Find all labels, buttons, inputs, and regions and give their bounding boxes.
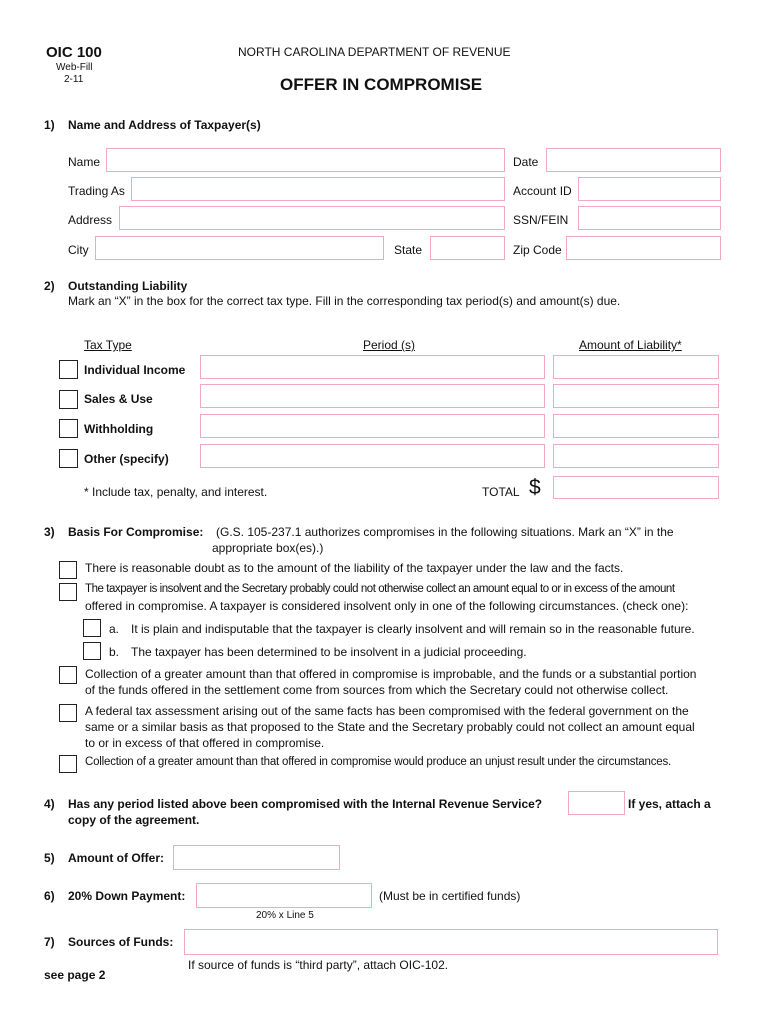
section-6-number: 6): [44, 889, 55, 903]
form-id: OIC 100: [46, 44, 102, 61]
federal-assessment-line-3: to or in excess of that offered in compromise.: [85, 736, 325, 750]
date-field[interactable]: [546, 148, 721, 172]
account-id-label: Account ID: [513, 184, 572, 198]
section-2-instruction: Mark an “X” in the box for the correct tax type. Fill in the corresponding tax period(s) and amount(s) due.: [68, 294, 621, 308]
city-field[interactable]: [95, 236, 384, 260]
section-3-number: 3): [44, 525, 55, 539]
collection-improbable-line-2: of the funds offered in the settlement come from sources from which the Secretary could not otherwise collect.: [85, 683, 669, 697]
sources-of-funds-field[interactable]: [184, 929, 718, 955]
other-amount-field[interactable]: [553, 444, 719, 468]
dollar-sign: $: [529, 476, 541, 499]
section-1-number: 1): [44, 118, 55, 132]
name-field[interactable]: [106, 148, 505, 172]
sales-use-period-field[interactable]: [200, 384, 545, 408]
amount-of-offer-label: Amount of Offer:: [68, 851, 164, 865]
sources-of-funds-label: Sources of Funds:: [68, 935, 174, 949]
section-3-intro-line-1: (G.S. 105-237.1 authorizes compromises in the following situations. Mark an “X” in the: [216, 525, 674, 539]
insolvent-text-line-1: The taxpayer is insolvent and the Secretary probably could not otherwise collect an amount equal to or in excess of the amount: [85, 583, 675, 595]
insolvent-a-letter: a.: [109, 622, 120, 636]
individual-income-checkbox[interactable]: [59, 360, 78, 379]
ssn-fein-label: SSN/FEIN: [513, 213, 569, 227]
down-payment-note: (Must be in certified funds): [379, 889, 521, 903]
section-1-heading: Name and Address of Taxpayer(s): [68, 118, 261, 132]
sales-use-label: Sales & Use: [84, 392, 153, 406]
section-3-intro-line-2: appropriate box(es).): [212, 541, 324, 555]
name-label: Name: [68, 155, 101, 169]
federal-assessment-line-2: same or a similar basis as that proposed to the State and the Secretary probably could not collect an amount equal: [85, 720, 695, 734]
insolvent-b-letter: b.: [109, 645, 120, 659]
down-payment-field[interactable]: [196, 883, 372, 908]
page-title: OFFER IN COMPROMISE: [280, 75, 483, 94]
state-field[interactable]: [430, 236, 505, 260]
trading-as-label: Trading As: [68, 184, 125, 198]
col-tax-type: Tax Type: [84, 338, 132, 352]
address-field[interactable]: [119, 206, 505, 230]
amount-of-offer-field[interactable]: [173, 845, 340, 870]
irs-compromise-after: If yes, attach a: [628, 797, 711, 811]
withholding-period-field[interactable]: [200, 414, 545, 438]
web-fill-label: Web-Fill: [56, 62, 93, 73]
individual-income-label: Individual Income: [84, 363, 186, 377]
insolvent-checkbox[interactable]: [59, 583, 77, 601]
col-amount: Amount of Liability*: [579, 338, 682, 352]
down-payment-label: 20% Down Payment:: [68, 889, 186, 903]
insolvent-a-text: It is plain and indisputable that the taxpayer is clearly insolvent and will remain so in the reasonable future.: [131, 622, 695, 636]
insolvent-a-checkbox[interactable]: [83, 619, 101, 637]
date-label: Date: [513, 155, 539, 169]
col-period: Period (s): [363, 338, 416, 352]
trading-as-field[interactable]: [131, 177, 505, 201]
irs-compromise-question: Has any period listed above been compromised with the Internal Revenue Service?: [68, 797, 543, 811]
withholding-checkbox[interactable]: [59, 419, 78, 438]
sales-use-amount-field[interactable]: [553, 384, 719, 408]
irs-compromise-line-2: copy of the agreement.: [68, 813, 200, 827]
section-2-heading: Outstanding Liability: [68, 279, 188, 293]
other-label: Other (specify): [84, 452, 169, 466]
down-payment-calc: 20% x Line 5: [256, 910, 314, 921]
irs-compromise-field[interactable]: [568, 791, 625, 815]
collection-improbable-line-1: Collection of a greater amount than that offered in compromise is improbable, and the funds or a substantial portion: [85, 667, 697, 681]
zip-code-label: Zip Code: [513, 243, 562, 257]
sources-of-funds-note: If source of funds is “third party”, attach OIC-102.: [188, 958, 449, 972]
federal-assessment-line-1: A federal tax assessment arising out of the same facts has been compromised with the federal government on the: [85, 704, 689, 718]
insolvent-b-checkbox[interactable]: [83, 642, 101, 660]
individual-income-period-field[interactable]: [200, 355, 545, 379]
reasonable-doubt-checkbox[interactable]: [59, 561, 77, 579]
other-checkbox[interactable]: [59, 449, 78, 468]
section-4-number: 4): [44, 797, 55, 811]
total-label: TOTAL: [482, 485, 520, 499]
zip-code-field[interactable]: [566, 236, 721, 260]
sales-use-checkbox[interactable]: [59, 390, 78, 409]
section-3-heading: Basis For Compromise:: [68, 525, 204, 539]
address-label: Address: [68, 213, 113, 227]
liability-footnote: * Include tax, penalty, and interest.: [84, 485, 268, 499]
account-id-field[interactable]: [578, 177, 721, 201]
insolvent-b-text: The taxpayer has been determined to be insolvent in a judicial proceeding.: [131, 645, 527, 659]
unjust-result-text: Collection of a greater amount than that offered in compromise would produce an unjust result under the circumstances.: [85, 756, 672, 768]
individual-income-amount-field[interactable]: [553, 355, 719, 379]
ssn-fein-field[interactable]: [578, 206, 721, 230]
section-7-number: 7): [44, 935, 55, 949]
section-5-number: 5): [44, 851, 55, 865]
collection-improbable-checkbox[interactable]: [59, 666, 77, 684]
withholding-amount-field[interactable]: [553, 414, 719, 438]
see-page-2: see page 2: [44, 968, 106, 982]
state-label: State: [394, 243, 423, 257]
revision-date: 2-11: [64, 74, 84, 85]
federal-assessment-checkbox[interactable]: [59, 704, 77, 722]
withholding-label: Withholding: [84, 422, 154, 436]
section-2-number: 2): [44, 279, 55, 293]
unjust-result-checkbox[interactable]: [59, 755, 77, 773]
total-amount-field[interactable]: [553, 476, 719, 499]
department-name: NORTH CAROLINA DEPARTMENT OF REVENUE: [238, 45, 511, 59]
other-period-field[interactable]: [200, 444, 545, 468]
reasonable-doubt-text: There is reasonable doubt as to the amount of the liability of the taxpayer under the law and the facts.: [85, 561, 624, 575]
insolvent-text-line-2: offered in compromise. A taxpayer is considered insolvent only in one of the following circumstances. (check one):: [85, 599, 689, 613]
city-label: City: [68, 243, 89, 257]
